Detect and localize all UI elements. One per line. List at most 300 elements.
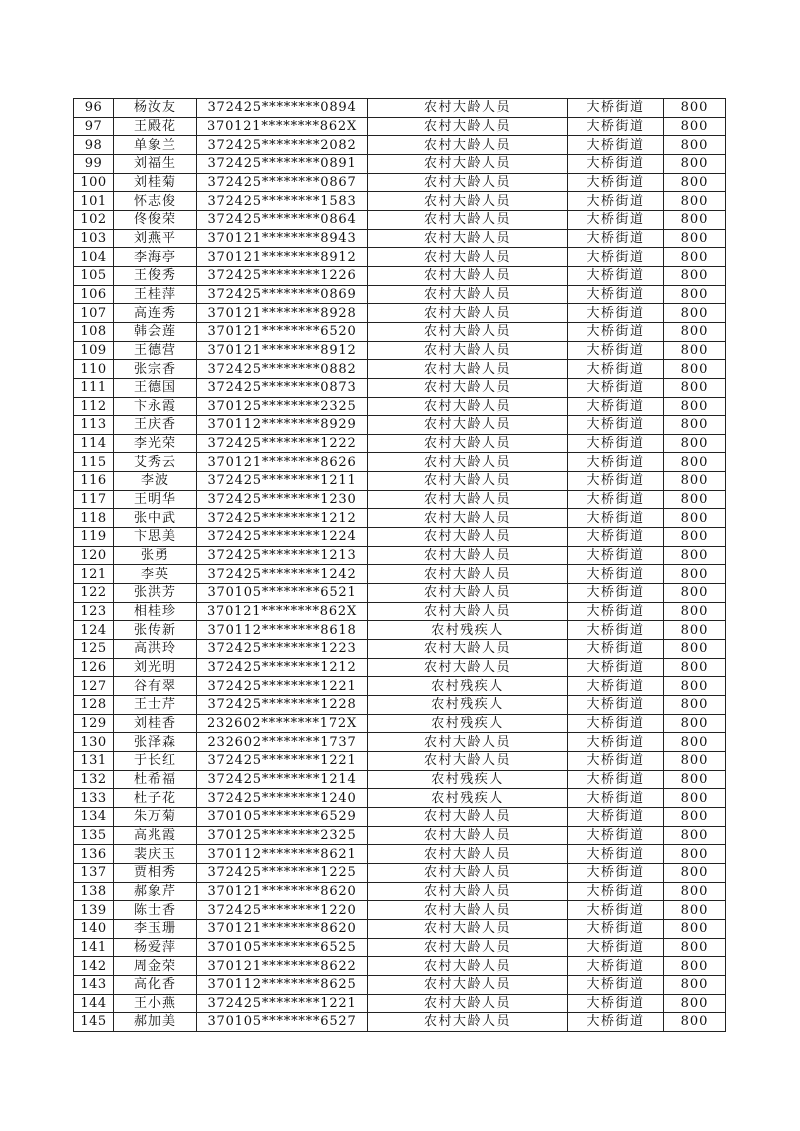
category-cell: 农村大龄人员 xyxy=(368,845,568,864)
person-name-cell: 张宗香 xyxy=(114,360,197,379)
row-number-cell: 134 xyxy=(74,807,114,826)
subdistrict-cell: 大桥街道 xyxy=(568,192,664,211)
category-cell: 农村大龄人员 xyxy=(368,528,568,547)
person-name-cell: 李玉珊 xyxy=(114,919,197,938)
amount-cell: 800 xyxy=(664,751,726,770)
table-row xyxy=(74,117,726,136)
table-row xyxy=(74,733,726,752)
subdistrict-cell: 大桥街道 xyxy=(568,99,664,118)
table-row xyxy=(74,416,726,435)
amount-cell: 800 xyxy=(664,658,726,677)
table-row xyxy=(74,210,726,229)
id-number-cell: 372425********1228 xyxy=(197,696,368,715)
category-cell: 农村残疾人 xyxy=(368,789,568,808)
amount-cell: 800 xyxy=(664,602,726,621)
row-number-cell: 130 xyxy=(74,733,114,752)
row-number-cell: 99 xyxy=(74,154,114,173)
id-number-cell: 372425********1230 xyxy=(197,490,368,509)
category-cell: 农村大龄人员 xyxy=(368,863,568,882)
row-number-cell: 123 xyxy=(74,602,114,621)
category-cell: 农村大龄人员 xyxy=(368,919,568,938)
table-row xyxy=(74,770,726,789)
id-number-cell: 372425********0867 xyxy=(197,173,368,192)
id-number-cell: 372425********1222 xyxy=(197,434,368,453)
subdistrict-cell: 大桥街道 xyxy=(568,863,664,882)
category-cell: 农村大龄人员 xyxy=(368,210,568,229)
subdistrict-cell: 大桥街道 xyxy=(568,453,664,472)
row-number-cell: 111 xyxy=(74,378,114,397)
category-cell: 农村大龄人员 xyxy=(368,192,568,211)
person-name-cell: 杨爱萍 xyxy=(114,938,197,957)
category-cell: 农村大龄人员 xyxy=(368,1013,568,1032)
id-number-cell: 370125********2325 xyxy=(197,397,368,416)
id-number-cell: 370121********8626 xyxy=(197,453,368,472)
amount-cell: 800 xyxy=(664,472,726,491)
person-name-cell: 高兆霞 xyxy=(114,826,197,845)
id-number-cell: 370121********862X xyxy=(197,602,368,621)
category-cell: 农村大龄人员 xyxy=(368,826,568,845)
table-row xyxy=(74,807,726,826)
row-number-cell: 133 xyxy=(74,789,114,808)
row-number-cell: 97 xyxy=(74,117,114,136)
person-name-cell: 刘光明 xyxy=(114,658,197,677)
category-cell: 农村大龄人员 xyxy=(368,136,568,155)
row-number-cell: 114 xyxy=(74,434,114,453)
id-number-cell: 372425********1224 xyxy=(197,528,368,547)
amount-cell: 800 xyxy=(664,938,726,957)
id-number-cell: 372425********1221 xyxy=(197,751,368,770)
person-name-cell: 杜希福 xyxy=(114,770,197,789)
row-number-cell: 119 xyxy=(74,528,114,547)
table-row xyxy=(74,528,726,547)
amount-cell: 800 xyxy=(664,453,726,472)
category-cell: 农村大龄人员 xyxy=(368,434,568,453)
id-number-cell: 370125********2325 xyxy=(197,826,368,845)
id-number-cell: 372425********1212 xyxy=(197,658,368,677)
amount-cell: 800 xyxy=(664,733,726,752)
id-number-cell: 372425********1223 xyxy=(197,640,368,659)
row-number-cell: 127 xyxy=(74,677,114,696)
table-row xyxy=(74,677,726,696)
row-number-cell: 98 xyxy=(74,136,114,155)
amount-cell: 800 xyxy=(664,994,726,1013)
category-cell: 农村大龄人员 xyxy=(368,733,568,752)
subdistrict-cell: 大桥街道 xyxy=(568,919,664,938)
row-number-cell: 143 xyxy=(74,975,114,994)
amount-cell: 800 xyxy=(664,621,726,640)
amount-cell: 800 xyxy=(664,546,726,565)
row-number-cell: 117 xyxy=(74,490,114,509)
person-name-cell: 高洪玲 xyxy=(114,640,197,659)
person-name-cell: 卞思美 xyxy=(114,528,197,547)
person-name-cell: 艾秀云 xyxy=(114,453,197,472)
amount-cell: 800 xyxy=(664,584,726,603)
amount-cell: 800 xyxy=(664,807,726,826)
subdistrict-cell: 大桥街道 xyxy=(568,248,664,267)
subdistrict-cell: 大桥街道 xyxy=(568,658,664,677)
category-cell: 农村大龄人员 xyxy=(368,322,568,341)
category-cell: 农村大龄人员 xyxy=(368,602,568,621)
amount-cell: 800 xyxy=(664,863,726,882)
table-row xyxy=(74,714,726,733)
id-number-cell: 372425********1211 xyxy=(197,472,368,491)
subdistrict-cell: 大桥街道 xyxy=(568,696,664,715)
table-row xyxy=(74,173,726,192)
id-number-cell: 372425********0894 xyxy=(197,99,368,118)
category-cell: 农村大龄人员 xyxy=(368,117,568,136)
category-cell: 农村大龄人员 xyxy=(368,248,568,267)
id-number-cell: 372425********1213 xyxy=(197,546,368,565)
id-number-cell: 370112********8929 xyxy=(197,416,368,435)
amount-cell: 800 xyxy=(664,565,726,584)
category-cell: 农村残疾人 xyxy=(368,677,568,696)
id-number-cell: 370112********8625 xyxy=(197,975,368,994)
category-cell: 农村大龄人员 xyxy=(368,341,568,360)
subdistrict-cell: 大桥街道 xyxy=(568,1013,664,1032)
amount-cell: 800 xyxy=(664,640,726,659)
id-number-cell: 232602********172X xyxy=(197,714,368,733)
id-number-cell: 372425********1220 xyxy=(197,901,368,920)
row-number-cell: 113 xyxy=(74,416,114,435)
amount-cell: 800 xyxy=(664,677,726,696)
subdistrict-cell: 大桥街道 xyxy=(568,210,664,229)
amount-cell: 800 xyxy=(664,322,726,341)
row-number-cell: 144 xyxy=(74,994,114,1013)
person-name-cell: 于长红 xyxy=(114,751,197,770)
amount-cell: 800 xyxy=(664,341,726,360)
table-row xyxy=(74,826,726,845)
row-number-cell: 107 xyxy=(74,304,114,323)
id-number-cell: 370105********6521 xyxy=(197,584,368,603)
table-row xyxy=(74,322,726,341)
table-row xyxy=(74,229,726,248)
subdistrict-cell: 大桥街道 xyxy=(568,154,664,173)
category-cell: 农村大龄人员 xyxy=(368,378,568,397)
row-number-cell: 109 xyxy=(74,341,114,360)
id-number-cell: 372425********1242 xyxy=(197,565,368,584)
id-number-cell: 372425********2082 xyxy=(197,136,368,155)
subdistrict-cell: 大桥街道 xyxy=(568,472,664,491)
id-number-cell: 370121********6520 xyxy=(197,322,368,341)
amount-cell: 800 xyxy=(664,845,726,864)
amount-cell: 800 xyxy=(664,304,726,323)
category-cell: 农村残疾人 xyxy=(368,621,568,640)
row-number-cell: 135 xyxy=(74,826,114,845)
id-number-cell: 370105********6529 xyxy=(197,807,368,826)
table-row xyxy=(74,602,726,621)
table-row xyxy=(74,472,726,491)
subdistrict-cell: 大桥街道 xyxy=(568,901,664,920)
table-row xyxy=(74,378,726,397)
person-name-cell: 刘福生 xyxy=(114,154,197,173)
subdistrict-cell: 大桥街道 xyxy=(568,751,664,770)
amount-cell: 800 xyxy=(664,882,726,901)
id-number-cell: 372425********0869 xyxy=(197,285,368,304)
table-row xyxy=(74,789,726,808)
row-number-cell: 140 xyxy=(74,919,114,938)
id-number-cell: 372425********1225 xyxy=(197,863,368,882)
table-row xyxy=(74,397,726,416)
person-name-cell: 杨汝友 xyxy=(114,99,197,118)
amount-cell: 800 xyxy=(664,434,726,453)
id-number-cell: 372425********1214 xyxy=(197,770,368,789)
row-number-cell: 103 xyxy=(74,229,114,248)
table-row xyxy=(74,546,726,565)
person-name-cell: 朱万菊 xyxy=(114,807,197,826)
table-row xyxy=(74,99,726,118)
subdistrict-cell: 大桥街道 xyxy=(568,938,664,957)
person-name-cell: 贾相秀 xyxy=(114,863,197,882)
person-name-cell: 李海亭 xyxy=(114,248,197,267)
amount-cell: 800 xyxy=(664,248,726,267)
table-row xyxy=(74,304,726,323)
subdistrict-cell: 大桥街道 xyxy=(568,229,664,248)
amount-cell: 800 xyxy=(664,826,726,845)
person-name-cell: 单象兰 xyxy=(114,136,197,155)
category-cell: 农村大龄人员 xyxy=(368,938,568,957)
id-number-cell: 372425********1583 xyxy=(197,192,368,211)
amount-cell: 800 xyxy=(664,154,726,173)
category-cell: 农村大龄人员 xyxy=(368,490,568,509)
id-number-cell: 370121********8912 xyxy=(197,248,368,267)
amount-cell: 800 xyxy=(664,360,726,379)
subdistrict-cell: 大桥街道 xyxy=(568,509,664,528)
category-cell: 农村大龄人员 xyxy=(368,807,568,826)
table-row xyxy=(74,1013,726,1032)
person-name-cell: 李波 xyxy=(114,472,197,491)
id-number-cell: 370121********8912 xyxy=(197,341,368,360)
row-number-cell: 142 xyxy=(74,957,114,976)
category-cell: 农村大龄人员 xyxy=(368,565,568,584)
amount-cell: 800 xyxy=(664,117,726,136)
table-row xyxy=(74,341,726,360)
row-number-cell: 118 xyxy=(74,509,114,528)
subdistrict-cell: 大桥街道 xyxy=(568,882,664,901)
row-number-cell: 106 xyxy=(74,285,114,304)
id-number-cell: 370121********8622 xyxy=(197,957,368,976)
subsidy-roster-table xyxy=(73,98,726,1032)
amount-cell: 800 xyxy=(664,192,726,211)
person-name-cell: 高化香 xyxy=(114,975,197,994)
row-number-cell: 121 xyxy=(74,565,114,584)
category-cell: 农村大龄人员 xyxy=(368,453,568,472)
table-row xyxy=(74,845,726,864)
table-row xyxy=(74,154,726,173)
subdistrict-cell: 大桥街道 xyxy=(568,994,664,1013)
person-name-cell: 张泽森 xyxy=(114,733,197,752)
row-number-cell: 139 xyxy=(74,901,114,920)
amount-cell: 800 xyxy=(664,99,726,118)
person-name-cell: 张中武 xyxy=(114,509,197,528)
table-row xyxy=(74,136,726,155)
row-number-cell: 124 xyxy=(74,621,114,640)
table-row xyxy=(74,938,726,957)
table-row xyxy=(74,882,726,901)
table-row xyxy=(74,658,726,677)
subdistrict-cell: 大桥街道 xyxy=(568,490,664,509)
id-number-cell: 372425********0864 xyxy=(197,210,368,229)
subdistrict-cell: 大桥街道 xyxy=(568,136,664,155)
table-body xyxy=(74,99,726,1032)
subdistrict-cell: 大桥街道 xyxy=(568,360,664,379)
id-number-cell: 372425********1221 xyxy=(197,677,368,696)
table-row xyxy=(74,957,726,976)
amount-cell: 800 xyxy=(664,714,726,733)
table-row xyxy=(74,434,726,453)
subdistrict-cell: 大桥街道 xyxy=(568,733,664,752)
id-number-cell: 372425********1240 xyxy=(197,789,368,808)
table-row xyxy=(74,640,726,659)
person-name-cell: 韩会莲 xyxy=(114,322,197,341)
id-number-cell: 372425********0882 xyxy=(197,360,368,379)
category-cell: 农村大龄人员 xyxy=(368,975,568,994)
subdistrict-cell: 大桥街道 xyxy=(568,584,664,603)
row-number-cell: 96 xyxy=(74,99,114,118)
subdistrict-cell: 大桥街道 xyxy=(568,770,664,789)
category-cell: 农村大龄人员 xyxy=(368,266,568,285)
id-number-cell: 372425********0873 xyxy=(197,378,368,397)
person-name-cell: 刘燕平 xyxy=(114,229,197,248)
category-cell: 农村大龄人员 xyxy=(368,173,568,192)
row-number-cell: 116 xyxy=(74,472,114,491)
id-number-cell: 370121********8943 xyxy=(197,229,368,248)
subdistrict-cell: 大桥街道 xyxy=(568,285,664,304)
category-cell: 农村残疾人 xyxy=(368,714,568,733)
subdistrict-cell: 大桥街道 xyxy=(568,416,664,435)
table-row xyxy=(74,751,726,770)
table-row xyxy=(74,584,726,603)
subdistrict-cell: 大桥街道 xyxy=(568,266,664,285)
person-name-cell: 王庆香 xyxy=(114,416,197,435)
subdistrict-cell: 大桥街道 xyxy=(568,378,664,397)
amount-cell: 800 xyxy=(664,397,726,416)
row-number-cell: 104 xyxy=(74,248,114,267)
person-name-cell: 李英 xyxy=(114,565,197,584)
subdistrict-cell: 大桥街道 xyxy=(568,173,664,192)
table-row xyxy=(74,360,726,379)
amount-cell: 800 xyxy=(664,919,726,938)
row-number-cell: 129 xyxy=(74,714,114,733)
amount-cell: 800 xyxy=(664,1013,726,1032)
category-cell: 农村大龄人员 xyxy=(368,472,568,491)
amount-cell: 800 xyxy=(664,285,726,304)
category-cell: 农村大龄人员 xyxy=(368,397,568,416)
subdistrict-cell: 大桥街道 xyxy=(568,397,664,416)
subdistrict-cell: 大桥街道 xyxy=(568,807,664,826)
row-number-cell: 115 xyxy=(74,453,114,472)
category-cell: 农村大龄人员 xyxy=(368,229,568,248)
id-number-cell: 232602********1737 xyxy=(197,733,368,752)
person-name-cell: 陈士香 xyxy=(114,901,197,920)
person-name-cell: 王士芹 xyxy=(114,696,197,715)
category-cell: 农村大龄人员 xyxy=(368,304,568,323)
person-name-cell: 李光荣 xyxy=(114,434,197,453)
id-number-cell: 370121********8620 xyxy=(197,882,368,901)
category-cell: 农村大龄人员 xyxy=(368,658,568,677)
person-name-cell: 王德营 xyxy=(114,341,197,360)
amount-cell: 800 xyxy=(664,136,726,155)
person-name-cell: 裴庆玉 xyxy=(114,845,197,864)
row-number-cell: 100 xyxy=(74,173,114,192)
row-number-cell: 136 xyxy=(74,845,114,864)
table-row xyxy=(74,975,726,994)
row-number-cell: 126 xyxy=(74,658,114,677)
person-name-cell: 张洪芳 xyxy=(114,584,197,603)
person-name-cell: 王俊秀 xyxy=(114,266,197,285)
table-row xyxy=(74,919,726,938)
table-row xyxy=(74,509,726,528)
subdistrict-cell: 大桥街道 xyxy=(568,602,664,621)
amount-cell: 800 xyxy=(664,789,726,808)
subdistrict-cell: 大桥街道 xyxy=(568,621,664,640)
table-row xyxy=(74,994,726,1013)
row-number-cell: 145 xyxy=(74,1013,114,1032)
subdistrict-cell: 大桥街道 xyxy=(568,957,664,976)
category-cell: 农村大龄人员 xyxy=(368,360,568,379)
subdistrict-cell: 大桥街道 xyxy=(568,546,664,565)
person-name-cell: 王小燕 xyxy=(114,994,197,1013)
row-number-cell: 122 xyxy=(74,584,114,603)
table-row xyxy=(74,266,726,285)
subdistrict-cell: 大桥街道 xyxy=(568,789,664,808)
amount-cell: 800 xyxy=(664,229,726,248)
person-name-cell: 杜子花 xyxy=(114,789,197,808)
person-name-cell: 刘桂香 xyxy=(114,714,197,733)
amount-cell: 800 xyxy=(664,975,726,994)
row-number-cell: 128 xyxy=(74,696,114,715)
amount-cell: 800 xyxy=(664,378,726,397)
subdistrict-cell: 大桥街道 xyxy=(568,640,664,659)
id-number-cell: 370112********8618 xyxy=(197,621,368,640)
id-number-cell: 370112********8621 xyxy=(197,845,368,864)
amount-cell: 800 xyxy=(664,770,726,789)
person-name-cell: 王桂萍 xyxy=(114,285,197,304)
amount-cell: 800 xyxy=(664,210,726,229)
row-number-cell: 125 xyxy=(74,640,114,659)
amount-cell: 800 xyxy=(664,901,726,920)
subdistrict-cell: 大桥街道 xyxy=(568,304,664,323)
subdistrict-cell: 大桥街道 xyxy=(568,975,664,994)
person-name-cell: 高连秀 xyxy=(114,304,197,323)
category-cell: 农村大龄人员 xyxy=(368,584,568,603)
row-number-cell: 108 xyxy=(74,322,114,341)
category-cell: 农村大龄人员 xyxy=(368,957,568,976)
id-number-cell: 372425********1212 xyxy=(197,509,368,528)
subdistrict-cell: 大桥街道 xyxy=(568,341,664,360)
person-name-cell: 谷有翠 xyxy=(114,677,197,696)
subdistrict-cell: 大桥街道 xyxy=(568,565,664,584)
id-number-cell: 370121********8928 xyxy=(197,304,368,323)
category-cell: 农村大龄人员 xyxy=(368,546,568,565)
person-name-cell: 张勇 xyxy=(114,546,197,565)
person-name-cell: 刘桂菊 xyxy=(114,173,197,192)
row-number-cell: 120 xyxy=(74,546,114,565)
id-number-cell: 372425********0891 xyxy=(197,154,368,173)
person-name-cell: 郝象芹 xyxy=(114,882,197,901)
category-cell: 农村大龄人员 xyxy=(368,99,568,118)
id-number-cell: 372425********1221 xyxy=(197,994,368,1013)
person-name-cell: 相桂珍 xyxy=(114,602,197,621)
subdistrict-cell: 大桥街道 xyxy=(568,826,664,845)
person-name-cell: 怀志俊 xyxy=(114,192,197,211)
row-number-cell: 105 xyxy=(74,266,114,285)
category-cell: 农村大龄人员 xyxy=(368,882,568,901)
amount-cell: 800 xyxy=(664,509,726,528)
subdistrict-cell: 大桥街道 xyxy=(568,117,664,136)
category-cell: 农村大龄人员 xyxy=(368,994,568,1013)
category-cell: 农村大龄人员 xyxy=(368,901,568,920)
amount-cell: 800 xyxy=(664,957,726,976)
